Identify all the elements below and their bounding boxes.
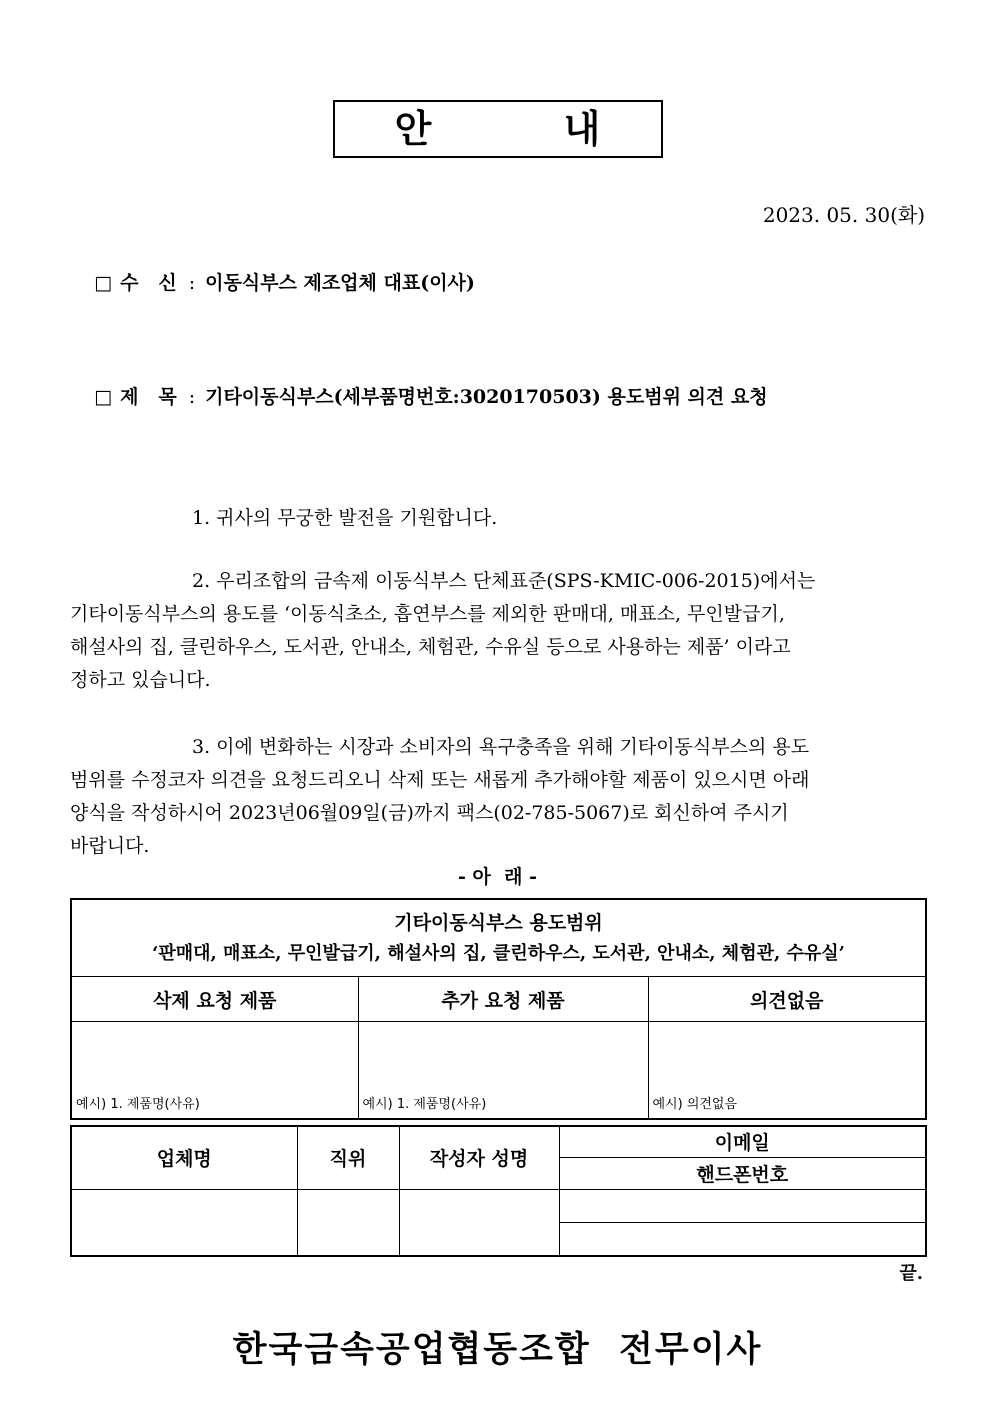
paragraph-opinion-request [70, 731, 925, 863]
recipient-value: 이동식부스 제조업체 대표(이사) [205, 272, 475, 294]
column-header-delete-request: 삭제 요청 제품 [71, 977, 358, 1022]
delete-request-example: 예시) 1. 제품명(사유) [76, 1096, 200, 1112]
contact-info-table [70, 1125, 927, 1257]
paragraph-line: 3. 이에 변화하는 시장과 소비자의 욕구충족을 위해 기타이동식부스의 용도 [192, 736, 810, 758]
delete-request-input-cell [71, 1022, 358, 1119]
add-request-example: 예시) 1. 제품명(사유) [362, 1096, 487, 1112]
add-request-input-cell [358, 1022, 648, 1119]
end-mark: 끝. [899, 1262, 923, 1284]
contact-table-header-row [71, 1126, 926, 1158]
usage-scope-table [70, 898, 927, 1120]
writer-input-cell [399, 1190, 559, 1256]
position-header: 직위 [297, 1126, 399, 1190]
subject-label: 제 목 [120, 386, 177, 408]
no-opinion-example: 예시) 의견없음 [652, 1096, 738, 1112]
subject-value: 기타이동식부스(세부품명번호:3020170503) 용도범위 의견 요청 [205, 386, 768, 408]
below-divider-label: - 아 래 - [458, 866, 537, 888]
phone-header: 핸드폰번호 [559, 1158, 926, 1190]
signature: 한국금속공업협동조합 전무이사 [232, 1328, 763, 1370]
usage-table-scope: ‘판매대, 매표소, 무인발급기, 해설사의 집, 클린하우스, 도서관, 안내소, 체험관, 수유실’ [152, 943, 845, 964]
usage-table-title: 기타이동식부스 용도범위 [394, 912, 603, 934]
recipient-line [70, 244, 925, 322]
paragraph-greeting [70, 502, 925, 535]
company-header: 업체명 [71, 1126, 297, 1190]
paragraph-line: 범위를 수정코자 의견을 요청드리오니 삭제 또는 새롭게 추가해야할 제품이 있으시면 아래 [70, 769, 810, 791]
document-date: 2023. 05. 30(화) [762, 203, 925, 227]
paragraph-line: 기타이동식부스의 용도를 ‘이동식초소, 흡연부스를 제외한 판매대, 매표소, 무인발급기, [70, 603, 785, 625]
paragraph-line: 해설사의 집, 클린하우스, 도서관, 안내소, 체험관, 수유실 등으로 사용하는 제품’ 이라고 [70, 636, 791, 658]
email-input-cell [559, 1190, 926, 1223]
paragraph-standard-definition [70, 565, 925, 697]
writer-header: 작성자 성명 [399, 1126, 559, 1190]
email-header: 이메일 [559, 1126, 926, 1158]
column-header-no-opinion: 의견없음 [648, 977, 926, 1022]
paragraph-line: 1. 귀사의 무궁한 발전을 기원합니다. [192, 507, 498, 529]
paragraph-line: 2. 우리조합의 금속제 이동식부스 단체표준(SPS-KMIC-006-2015)에서는 [192, 570, 816, 592]
position-input-cell [297, 1190, 399, 1256]
subject-colon: : [188, 386, 196, 408]
paragraph-line: 정하고 있습니다. [70, 669, 211, 691]
company-input-cell [71, 1190, 297, 1256]
paragraph-line: 양식을 작성하시어 2023년06월09일(금)까지 팩스(02-785-5067)로 회신하여 주시기 [70, 802, 789, 824]
usage-table-example-row [71, 1022, 926, 1119]
recipient-colon: : [188, 272, 196, 294]
usage-table-caption-row [71, 899, 926, 977]
usage-table-caption-cell [71, 899, 926, 977]
subject-line [70, 358, 925, 436]
phone-input-cell [559, 1223, 926, 1256]
title-box [333, 100, 663, 158]
column-header-add-request: 추가 요청 제품 [358, 977, 648, 1022]
page-title: 안 내 [394, 106, 601, 151]
paragraph-line: 바랍니다. [70, 835, 150, 857]
checkbox-icon: □ [94, 272, 113, 294]
no-opinion-input-cell [648, 1022, 926, 1119]
usage-table-header-row [71, 977, 926, 1022]
checkbox-icon: □ [94, 386, 113, 408]
recipient-label: 수 신 [120, 272, 177, 294]
contact-table-data-row [71, 1190, 926, 1223]
